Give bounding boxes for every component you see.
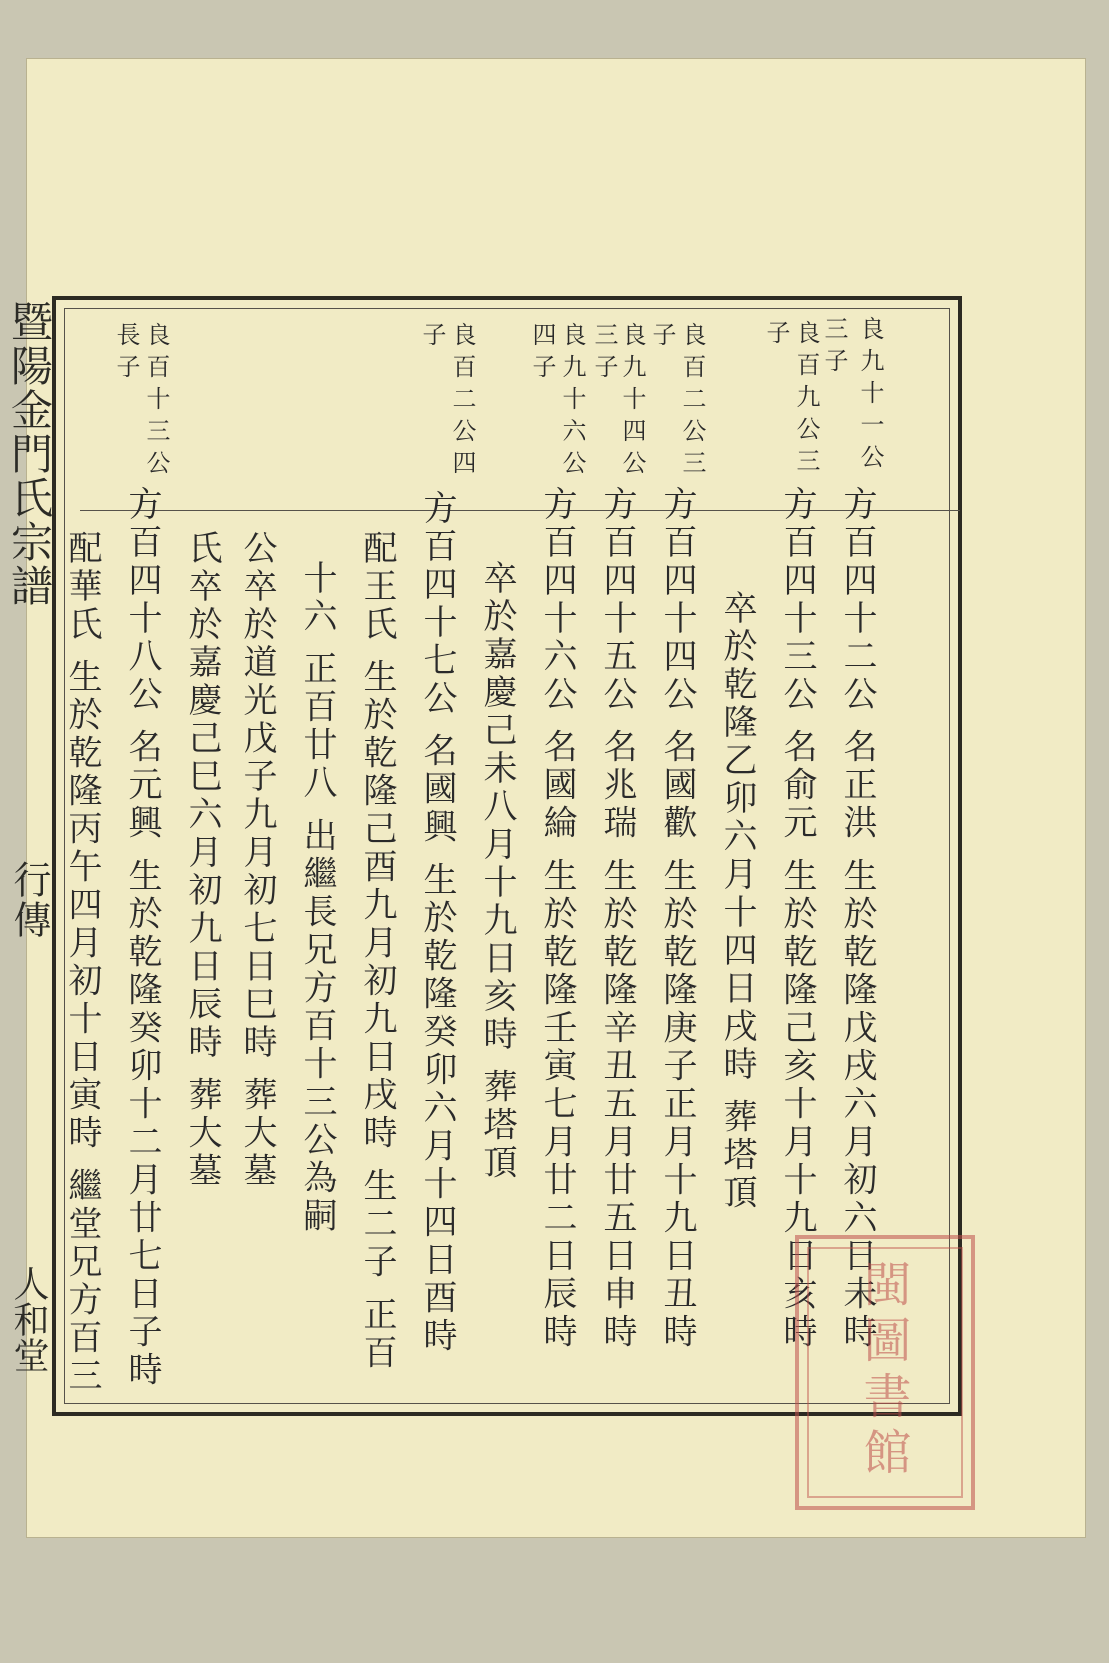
upper-note: 良九十六公 xyxy=(558,322,586,482)
seal-text: 閩圖書館 xyxy=(855,1259,911,1483)
upper-note: 良百十三公 xyxy=(142,322,170,482)
upper-note: 三子 xyxy=(820,316,848,380)
upper-note: 三子 xyxy=(590,322,618,386)
upper-note: 子 xyxy=(762,320,790,352)
entry-column: 方百四十四公 名國歡 生於乾隆庚子正月十九日丑時 xyxy=(657,486,697,1352)
register-divider xyxy=(80,510,960,511)
entry-column: 方百四十六公 名國綸 生於乾隆壬寅七月廿二日辰時 xyxy=(537,486,577,1352)
entry-column: 十六 正百廿八 出繼長兄方百十三公為嗣 xyxy=(297,560,337,1236)
entry-column: 卒於嘉慶己未八月十九日亥時 葬塔頂 xyxy=(477,560,517,1183)
hall-name: 人和堂 xyxy=(8,1265,49,1373)
entry-column: 配華氏 生於乾隆丙午四月初十日寅時 繼堂兄方百三 xyxy=(62,530,102,1396)
entry-column: 氏卒於嘉慶己巳六月初九日辰時 葬大墓 xyxy=(182,530,222,1191)
entry-column: 方百四十七公 名國興 生於乾隆癸卯六月十四日酉時 xyxy=(417,490,457,1356)
upper-note: 子 xyxy=(418,322,446,354)
entry-column: 卒於乾隆乙卯六月十四日戌時 葬塔頂 xyxy=(717,590,757,1213)
spine-section: 行傳 xyxy=(7,860,51,940)
upper-note: 長子 xyxy=(112,322,140,386)
entry-column: 方百四十八公 名元興 生於乾隆癸卯十二月廿七日子時 xyxy=(122,486,162,1390)
upper-note: 良百二公四 xyxy=(448,322,476,482)
upper-note: 良百九公三 xyxy=(792,320,820,480)
entry-column: 方百四十三公 名俞元 生於乾隆己亥十月十九日亥時 xyxy=(777,486,817,1352)
upper-note: 良九十一公 xyxy=(856,316,884,476)
library-seal xyxy=(795,1235,975,1510)
spine-title: 暨陽金門氏宗譜 xyxy=(5,300,54,608)
entry-column: 方百四十二公 名正洪 生於乾隆戊戌六月初六日未時 xyxy=(837,486,877,1352)
entry-column: 公卒於道光戊子九月初七日巳時 葬大墓 xyxy=(237,530,277,1191)
entry-column: 配王氏 生於乾隆己酉九月初九日戌時 生二子 正百 xyxy=(357,530,397,1373)
upper-note: 子 xyxy=(648,322,676,354)
upper-note: 良九十四公 xyxy=(618,322,646,482)
upper-note: 四子 xyxy=(528,322,556,386)
entry-column: 方百四十五公 名兆瑞 生於乾隆辛丑五月廿五日申時 xyxy=(597,486,637,1352)
upper-note: 良百二公三 xyxy=(678,322,706,482)
